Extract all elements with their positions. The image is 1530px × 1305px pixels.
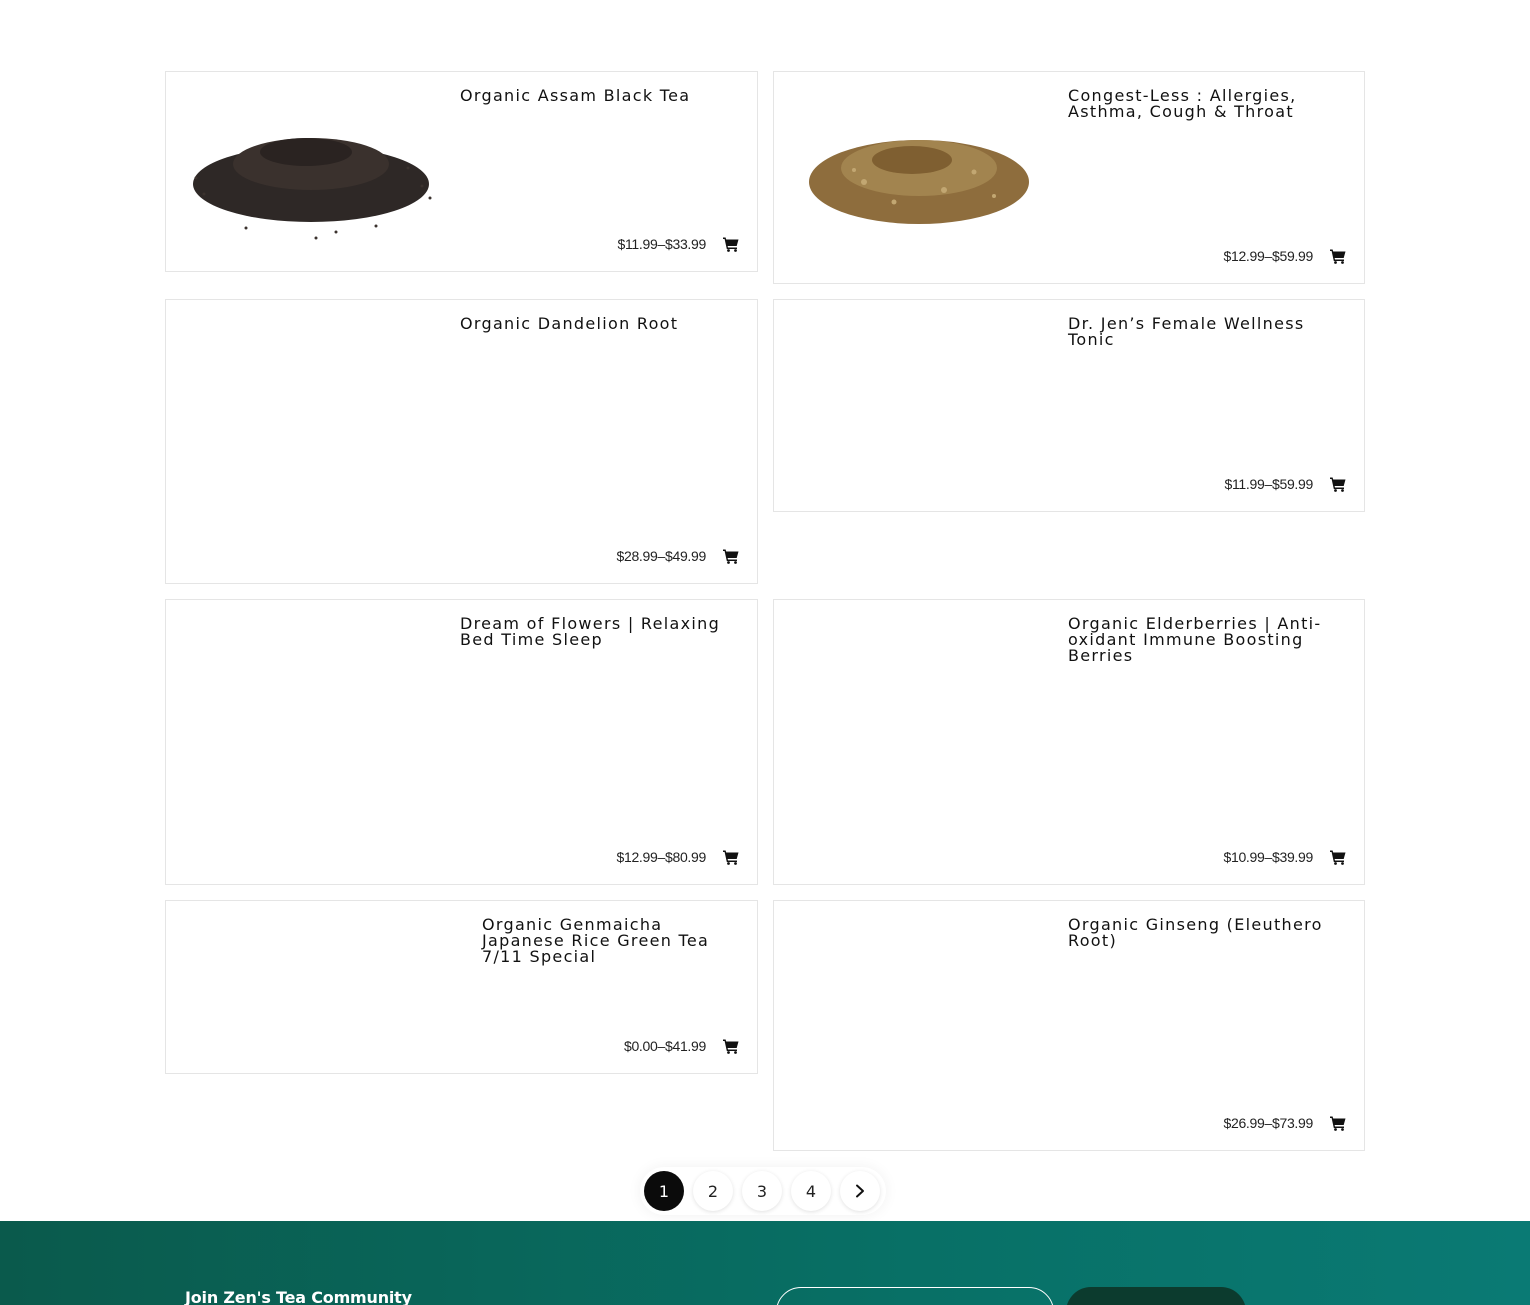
shopping-cart-icon[interactable] xyxy=(723,849,739,865)
product-title[interactable]: Organic Elderberries | Anti-oxidant Immune Boosting Berries xyxy=(1068,614,1322,665)
product-card[interactable] xyxy=(165,299,758,584)
email-field[interactable] xyxy=(776,1287,1054,1305)
shopping-cart-icon[interactable] xyxy=(723,236,739,252)
product-price: $11.99–$59.99 xyxy=(1224,476,1313,492)
product-price: $12.99–$80.99 xyxy=(616,849,706,865)
product-price: $12.99–$59.99 xyxy=(1223,248,1313,264)
shopping-cart-icon[interactable] xyxy=(1330,476,1346,492)
page-button-2[interactable]: 2 xyxy=(693,1171,733,1211)
shopping-cart-icon[interactable] xyxy=(723,1038,739,1054)
product-title[interactable]: Organic Genmaicha Japanese Rice Green Tea 7/11 Special xyxy=(482,915,710,966)
product-card[interactable] xyxy=(773,71,1365,284)
product-card[interactable] xyxy=(165,71,758,272)
shopping-cart-icon[interactable] xyxy=(1330,849,1346,865)
subscribe-button[interactable] xyxy=(1066,1287,1246,1305)
product-title[interactable]: Dr. Jen’s Female Wellness Tonic xyxy=(1068,314,1305,349)
next-page-button[interactable] xyxy=(840,1171,880,1211)
page-button-4[interactable]: 4 xyxy=(791,1171,831,1211)
product-card[interactable] xyxy=(773,599,1365,885)
product-price: $0.00–$41.99 xyxy=(623,1038,706,1054)
product-price: $26.99–$73.99 xyxy=(1223,1115,1313,1131)
product-title[interactable]: Organic Assam Black Tea xyxy=(460,86,691,105)
page-button-3[interactable]: 3 xyxy=(742,1171,782,1211)
product-price: $28.99–$49.99 xyxy=(616,548,706,564)
product-title[interactable]: Congest-Less : Allergies, Asthma, Cough & Throat xyxy=(1068,86,1297,121)
shopping-cart-icon[interactable] xyxy=(1330,1115,1346,1131)
page-button-1[interactable]: 1 xyxy=(644,1171,684,1211)
product-image[interactable] xyxy=(794,112,1044,252)
product-image[interactable] xyxy=(186,106,436,246)
product-card[interactable] xyxy=(773,900,1365,1151)
product-title[interactable]: Organic Ginseng (Eleuthero Root) xyxy=(1068,915,1323,950)
product-title[interactable]: Dream of Flowers | Relaxing Bed Time Sleep xyxy=(460,614,721,649)
product-card[interactable] xyxy=(773,299,1365,512)
shopping-cart-icon[interactable] xyxy=(1330,248,1346,264)
product-card[interactable] xyxy=(165,900,758,1074)
product-title[interactable]: Organic Dandelion Root xyxy=(460,314,679,333)
product-card[interactable] xyxy=(165,599,758,885)
product-price: $10.99–$39.99 xyxy=(1223,849,1313,865)
newsletter-footer xyxy=(0,1221,1530,1305)
product-price: $11.99–$33.99 xyxy=(617,236,706,252)
chevron-right-icon xyxy=(853,1184,867,1198)
newsletter-heading: Join Zen's Tea Community xyxy=(185,1288,412,1305)
shopping-cart-icon[interactable] xyxy=(723,548,739,564)
pagination xyxy=(640,1167,886,1215)
